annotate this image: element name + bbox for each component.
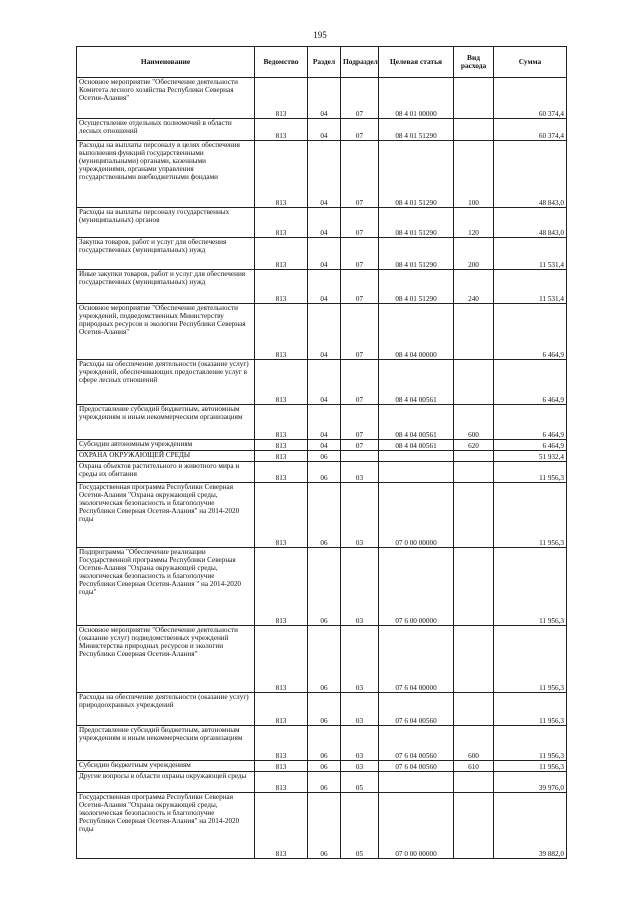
cell-expense-type: [454, 119, 494, 141]
cell-expense-type: 100: [454, 141, 494, 208]
cell-ministry: 813: [255, 726, 308, 761]
cell-section: 06: [308, 761, 341, 772]
cell-subsection: [341, 451, 379, 462]
cell-target: [379, 451, 454, 462]
cell-name: Основное мероприятие "Обеспечение деятельности (оказание услуг) подведомственных учреждений Министерства природных ресурсов и экологии Республики Северная Осетия-Алания": [77, 626, 255, 693]
cell-subsection: 03: [341, 693, 379, 726]
cell-ministry: 813: [255, 304, 308, 360]
table-row: [77, 270, 567, 304]
cell-amount: 48 843,0: [494, 208, 567, 238]
cell-ministry: 813: [255, 693, 308, 726]
table-row: [77, 141, 567, 208]
header-amount: Сумма: [494, 47, 567, 78]
cell-amount: 39 976,0: [494, 772, 567, 793]
cell-section: 04: [308, 270, 341, 304]
table-row: [77, 483, 567, 548]
cell-ministry: 813: [255, 208, 308, 238]
cell-name: Основное мероприятие "Обеспечение деятельности учреждений, подведомственных Министерству природных ресурсов и экологии Республики Северная Осетия-Алания": [77, 304, 255, 360]
table-row: [77, 360, 567, 405]
cell-amount: 11 531,4: [494, 238, 567, 270]
cell-section: 06: [308, 483, 341, 548]
cell-section: 06: [308, 548, 341, 626]
cell-target: 07 6 04 00560: [379, 726, 454, 761]
table-row: [77, 772, 567, 793]
cell-subsection: 03: [341, 726, 379, 761]
cell-expense-type: [454, 483, 494, 548]
cell-ministry: 813: [255, 405, 308, 440]
cell-name: Предоставление субсидий бюджетным, автономным учреждениям и иным некоммерческим организациям: [77, 726, 255, 761]
budget-table: [76, 46, 567, 859]
cell-section: 06: [308, 462, 341, 483]
table-row: [77, 726, 567, 761]
cell-expense-type: 240: [454, 270, 494, 304]
cell-section: 04: [308, 440, 341, 451]
cell-expense-type: 600: [454, 405, 494, 440]
cell-amount: 11 956,3: [494, 462, 567, 483]
cell-subsection: 07: [341, 119, 379, 141]
cell-subsection: 03: [341, 548, 379, 626]
cell-amount: 11 956,3: [494, 483, 567, 548]
cell-subsection: 07: [341, 440, 379, 451]
table-row: [77, 761, 567, 772]
cell-target: 07 0 00 00000: [379, 793, 454, 859]
cell-subsection: 03: [341, 761, 379, 772]
cell-ministry: 813: [255, 793, 308, 859]
cell-expense-type: [454, 793, 494, 859]
cell-name: Осуществление отдельных полномочий в области лесных отношений: [77, 119, 255, 141]
cell-amount: 51 932,4: [494, 451, 567, 462]
cell-target: 08 4 04 00561: [379, 405, 454, 440]
table-row: [77, 793, 567, 859]
cell-section: 04: [308, 360, 341, 405]
cell-subsection: 07: [341, 141, 379, 208]
cell-section: 06: [308, 726, 341, 761]
cell-ministry: 813: [255, 548, 308, 626]
table-row: [77, 208, 567, 238]
cell-expense-type: [454, 772, 494, 793]
table-row: [77, 78, 567, 119]
cell-expense-type: 200: [454, 238, 494, 270]
header-ministry: Ведомство: [255, 47, 308, 78]
cell-target: [379, 462, 454, 483]
cell-target: 08 4 01 51290: [379, 141, 454, 208]
table-header-row: [77, 47, 567, 78]
cell-subsection: 07: [341, 304, 379, 360]
cell-expense-type: [454, 360, 494, 405]
cell-amount: 6 464,9: [494, 405, 567, 440]
cell-target: 08 4 04 00561: [379, 360, 454, 405]
cell-ministry: 813: [255, 772, 308, 793]
cell-target: 08 4 04 00000: [379, 304, 454, 360]
header-subsection: Подраздел: [341, 47, 379, 78]
cell-target: 08 4 01 51290: [379, 270, 454, 304]
cell-expense-type: [454, 626, 494, 693]
cell-ministry: 813: [255, 119, 308, 141]
cell-ministry: 813: [255, 626, 308, 693]
cell-ministry: 813: [255, 462, 308, 483]
cell-amount: 11 531,4: [494, 270, 567, 304]
cell-target: 08 4 01 00000: [379, 78, 454, 119]
cell-expense-type: [454, 78, 494, 119]
cell-name: Предоставление субсидий бюджетным, автономным учреждениям и иным некоммерческим организациям: [77, 405, 255, 440]
cell-subsection: 07: [341, 208, 379, 238]
cell-section: 04: [308, 304, 341, 360]
table-row: [77, 626, 567, 693]
cell-subsection: 07: [341, 360, 379, 405]
cell-expense-type: 610: [454, 761, 494, 772]
page-number: 195: [313, 30, 327, 40]
cell-target: 07 6 00 00000: [379, 548, 454, 626]
table-row: [77, 304, 567, 360]
cell-section: 06: [308, 693, 341, 726]
table-row: [77, 693, 567, 726]
cell-target: 08 4 01 51290: [379, 208, 454, 238]
cell-expense-type: [454, 548, 494, 626]
cell-expense-type: 120: [454, 208, 494, 238]
cell-ministry: 813: [255, 78, 308, 119]
cell-ministry: 813: [255, 483, 308, 548]
cell-ministry: 813: [255, 761, 308, 772]
cell-name: Расходы на обеспечение деятельности (оказание услуг) природоохранных учреждений: [77, 693, 255, 726]
cell-target: 07 6 04 00000: [379, 626, 454, 693]
cell-name: Подпрограмма "Обеспечение реализации Государственной программы Республики Северная Осетия-Алания "Охрана окружающей среды, экологическая безопасность и благополучие Республики Северная Осетия-Алания " на 2014-2020 годы": [77, 548, 255, 626]
header-section: Раздел: [308, 47, 341, 78]
cell-target: 07 6 04 00560: [379, 693, 454, 726]
cell-target: 07 0 00 00000: [379, 483, 454, 548]
cell-expense-type: 620: [454, 440, 494, 451]
cell-name: Охрана объектов растительного и животного мира и среды их обитания: [77, 462, 255, 483]
cell-expense-type: [454, 462, 494, 483]
table-row: [77, 119, 567, 141]
cell-subsection: 07: [341, 78, 379, 119]
table-row: [77, 462, 567, 483]
cell-ministry: 813: [255, 141, 308, 208]
cell-amount: 60 374,4: [494, 78, 567, 119]
cell-subsection: 05: [341, 772, 379, 793]
cell-target: 08 4 01 51290: [379, 119, 454, 141]
cell-name: Закупка товаров, работ и услуг для обеспечения государственных (муниципальных) нужд: [77, 238, 255, 270]
header-expense-type: Вид расхода: [454, 47, 494, 78]
cell-subsection: 07: [341, 405, 379, 440]
cell-expense-type: [454, 451, 494, 462]
table-row: [77, 238, 567, 270]
cell-name: Расходы на выплаты персоналу в целях обеспечения выполнения функций государственными (муниципальными) органами, казенными учреждениями, органами управления государственными внебюджетными фондами: [77, 141, 255, 208]
cell-name: Государственная программа Республики Северная Осетия-Алания "Охрана окружающей среды, экологическая безопасность и благополучие Республики Северная Осетия-Алания" на 2014-2020 годы: [77, 793, 255, 859]
cell-section: 06: [308, 793, 341, 859]
cell-expense-type: [454, 693, 494, 726]
cell-amount: 6 464,9: [494, 360, 567, 405]
cell-section: 04: [308, 119, 341, 141]
cell-expense-type: [454, 304, 494, 360]
cell-section: 04: [308, 238, 341, 270]
cell-ministry: 813: [255, 451, 308, 462]
cell-name: Государственная программа Республики Северная Осетия-Алания "Охрана окружающей среды, экологическая безопасность и благополучие Республики Северная Осетия-Алания" на 2014-2020 годы: [77, 483, 255, 548]
cell-section: 06: [308, 772, 341, 793]
table-row: [77, 405, 567, 440]
cell-name: Основное мероприятие "Обеспечение деятельности Комитета лесного хозяйства Республики Северная Осетия-Алания": [77, 78, 255, 119]
cell-name: Иные закупки товаров, работ и услуг для обеспечения государственных (муниципальных) нужд: [77, 270, 255, 304]
cell-name: Другие вопросы в области охраны окружающей среды: [77, 772, 255, 793]
cell-section: 06: [308, 451, 341, 462]
cell-ministry: 813: [255, 270, 308, 304]
cell-amount: 11 956,3: [494, 726, 567, 761]
cell-section: 04: [308, 208, 341, 238]
cell-section: 06: [308, 626, 341, 693]
header-name: Наименование: [77, 47, 255, 78]
cell-amount: 11 956,3: [494, 761, 567, 772]
cell-target: 07 6 04 00560: [379, 761, 454, 772]
table-row: [77, 440, 567, 451]
cell-section: 04: [308, 141, 341, 208]
cell-amount: 11 956,3: [494, 626, 567, 693]
cell-section: 04: [308, 78, 341, 119]
cell-subsection: 07: [341, 238, 379, 270]
cell-amount: 48 843,0: [494, 141, 567, 208]
cell-subsection: 03: [341, 483, 379, 548]
cell-target: 08 4 01 51290: [379, 238, 454, 270]
cell-amount: 11 956,3: [494, 693, 567, 726]
cell-expense-type: 600: [454, 726, 494, 761]
cell-name: Субсидии бюджетным учреждениям: [77, 761, 255, 772]
cell-subsection: 07: [341, 270, 379, 304]
cell-ministry: 813: [255, 360, 308, 405]
cell-amount: 39 882,0: [494, 793, 567, 859]
table-row: [77, 548, 567, 626]
table-row: [77, 451, 567, 462]
cell-subsection: 05: [341, 793, 379, 859]
header-target: Целевая статья: [379, 47, 454, 78]
cell-name: Субсидии автономным учреждениям: [77, 440, 255, 451]
cell-ministry: 813: [255, 440, 308, 451]
cell-amount: 6 464,9: [494, 440, 567, 451]
cell-section: 04: [308, 405, 341, 440]
cell-subsection: 03: [341, 462, 379, 483]
cell-name: Расходы на выплаты персоналу государственных (муниципальных) органов: [77, 208, 255, 238]
cell-target: 08 4 04 00561: [379, 440, 454, 451]
cell-amount: 60 374,4: [494, 119, 567, 141]
cell-subsection: 03: [341, 626, 379, 693]
cell-ministry: 813: [255, 238, 308, 270]
cell-name: ОХРАНА ОКРУЖАЮЩЕЙ СРЕДЫ: [77, 451, 255, 462]
cell-name: Расходы на обеспечение деятельности (оказание услуг) учреждений, обеспечивающих предоставление услуг в сфере лесных отношений: [77, 360, 255, 405]
cell-target: [379, 772, 454, 793]
cell-amount: 6 464,9: [494, 304, 567, 360]
cell-amount: 11 956,3: [494, 548, 567, 626]
